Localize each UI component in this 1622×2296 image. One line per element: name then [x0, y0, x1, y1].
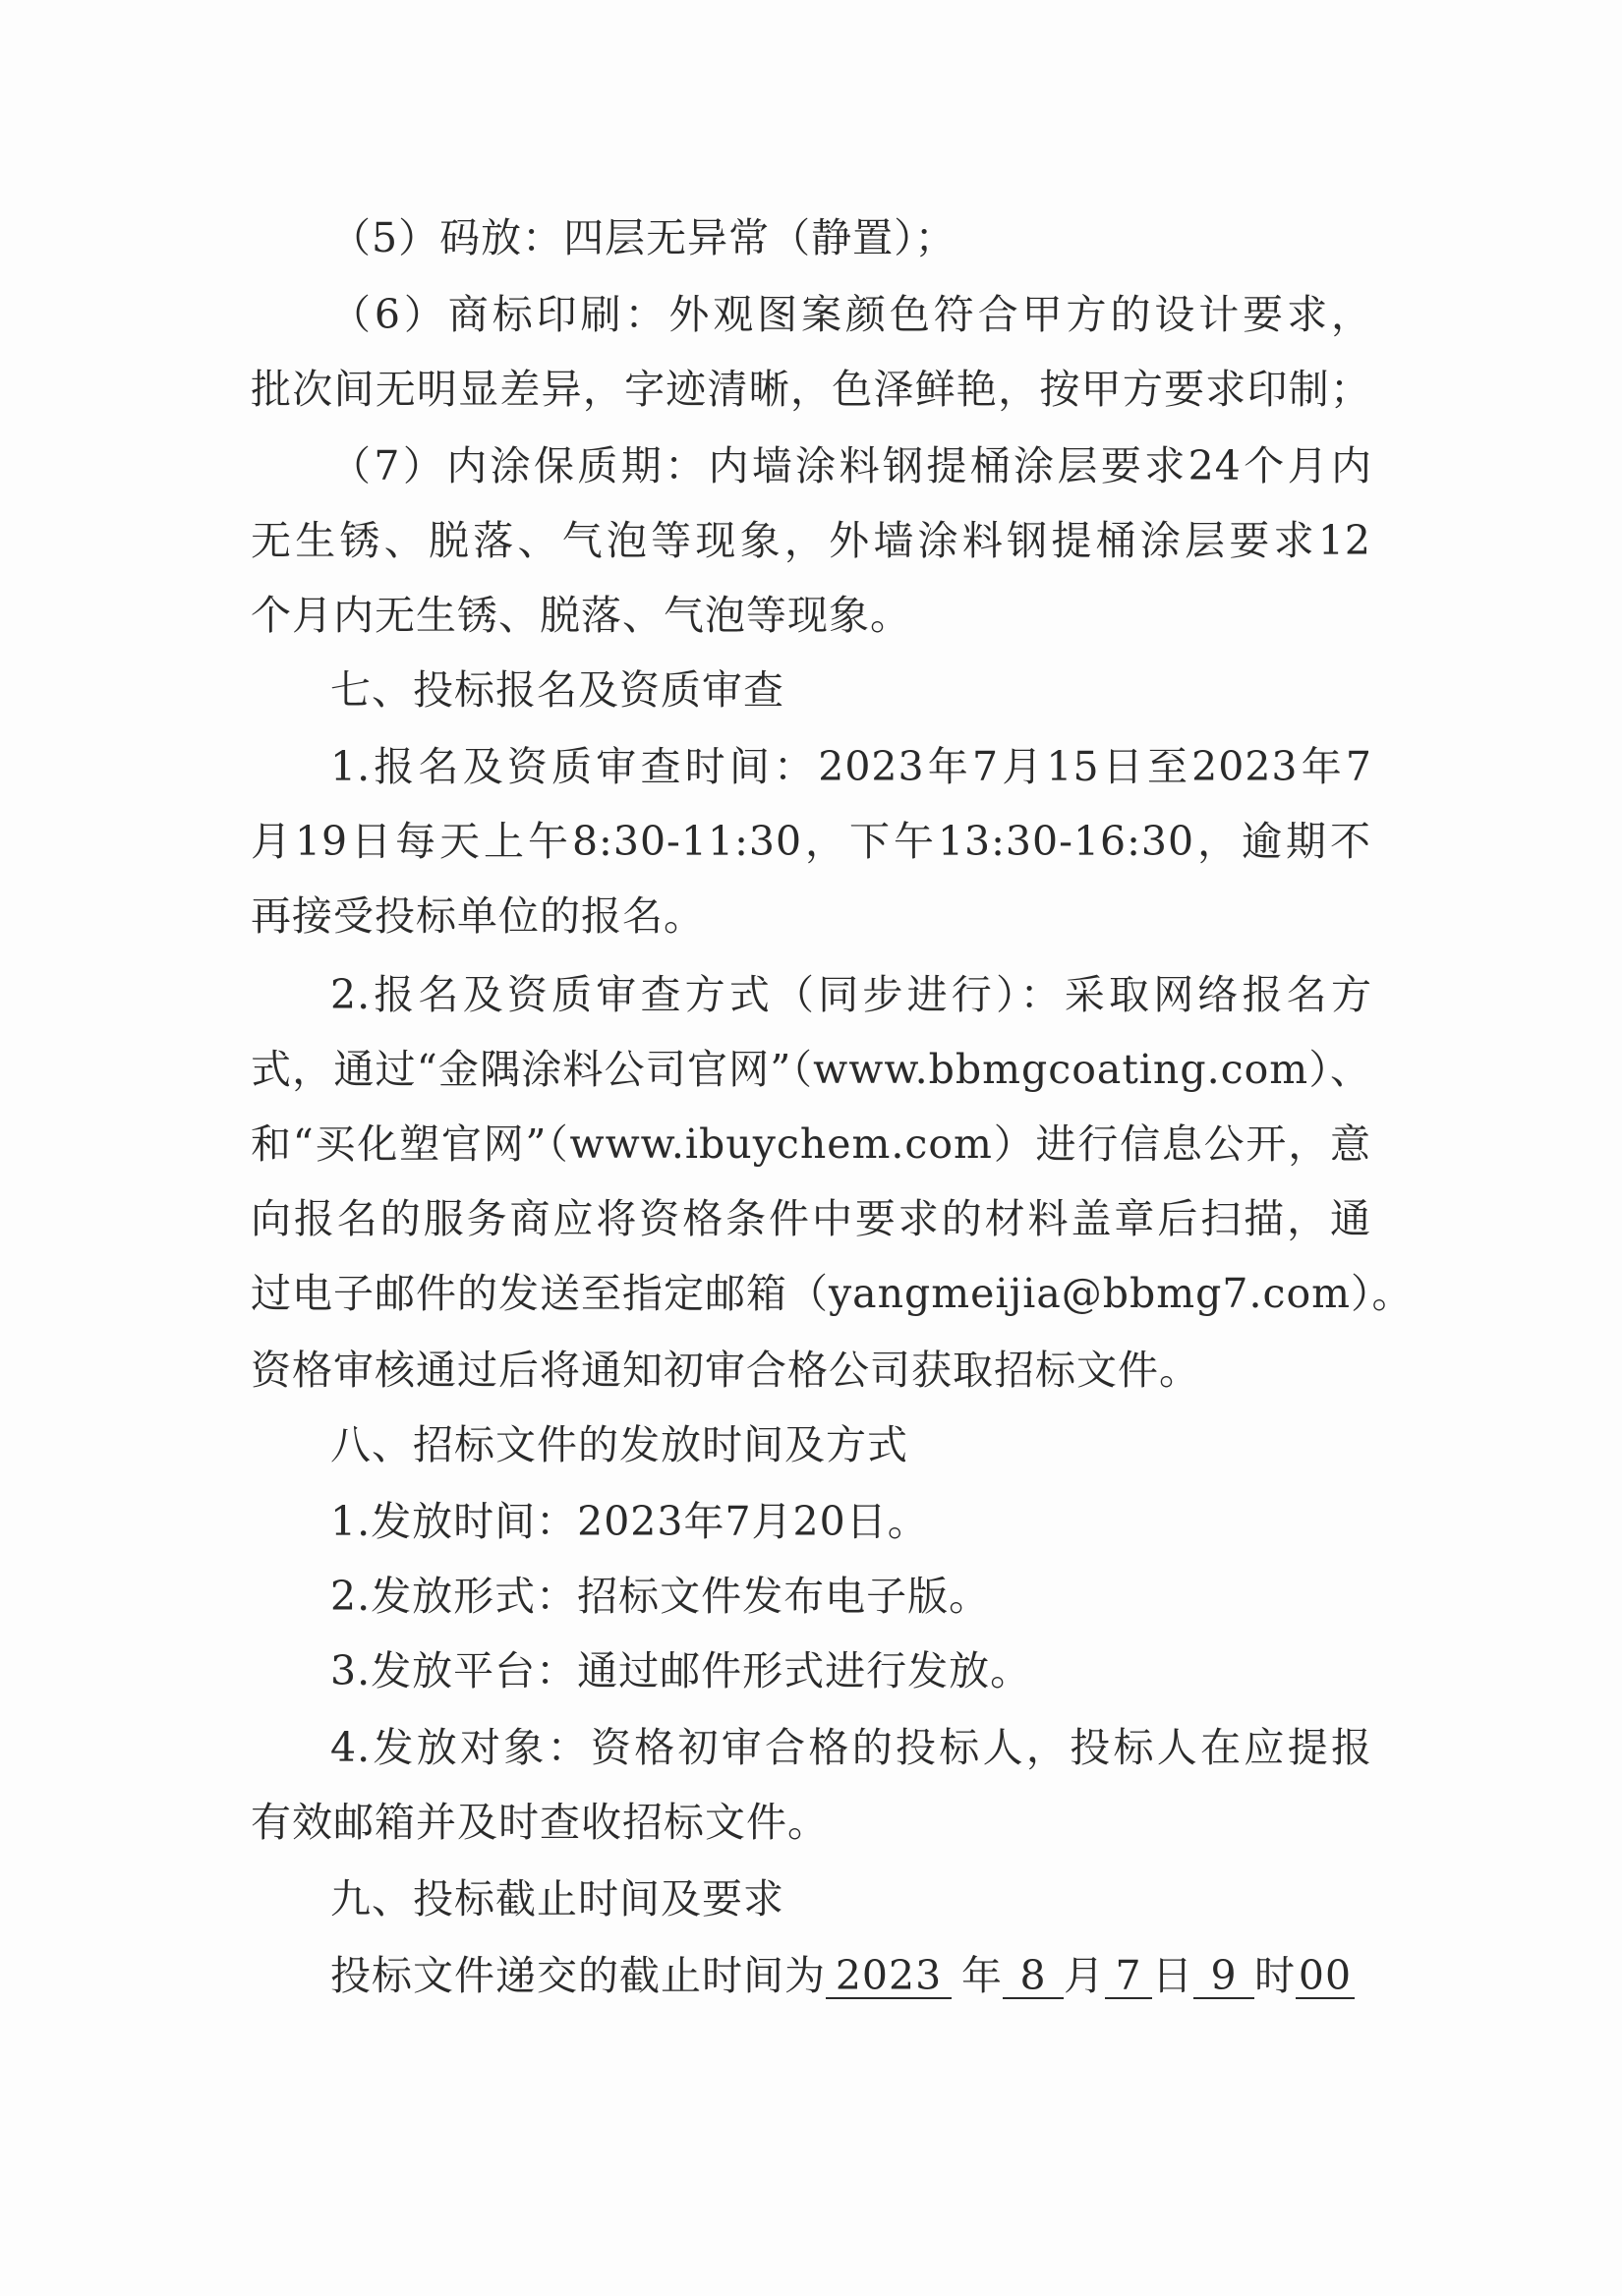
item-7-coating-warranty-cont: 无生锈、脱落、气泡等现象，外墙涂料钢提桶涂层要求12 [251, 517, 1371, 564]
registration-method-end: 资格审核通过后将通知初审合格公司获取招标文件。 [251, 1347, 1200, 1394]
registration-method: 2.报名及资质审查方式（同步进行）：采取网络报名方 [330, 971, 1372, 1018]
deadline-year-unit: 年 [961, 1952, 1003, 1999]
registration-method-email: 过电子邮件的发送至指定邮箱（yangmeijia@bbmg7.com）。 [251, 1270, 1414, 1317]
issue-platform: 3.发放平台：通过邮件形式进行发放。 [330, 1647, 1032, 1694]
section-7-heading: 七、投标报名及资质审查 [330, 666, 784, 714]
registration-method-websites-cont: 和“买化塑官网”（www.ibuychem.com）进行信息公开，意 [251, 1120, 1371, 1168]
item-5-stacking: （5）码放：四层无异常（静置）； [330, 214, 956, 261]
item-6-trademark-printing: （6）商标印刷：外观图案颜色符合甲方的设计要求， [330, 291, 1372, 338]
registration-time-end: 再接受投标单位的报名。 [251, 892, 705, 940]
deadline-month: 8 [1003, 1954, 1064, 1999]
registration-time-cont: 月19日每天上午8:30-11:30，下午13:30-16:30，逾期不 [251, 818, 1371, 865]
registration-time: 1.报名及资质审查时间：2023年7月15日至2023年7 [330, 743, 1372, 790]
deadline-hour-unit: 时 [1254, 1952, 1296, 1999]
deadline-year: 2023 [826, 1954, 952, 1999]
deadline-minute: 00 [1296, 1954, 1355, 1999]
issue-recipients: 4.发放对象：资格初审合格的投标人，投标人在应提报 [330, 1724, 1372, 1771]
item-7-coating-warranty: （7）内涂保质期：内墙涂料钢提桶涂层要求24个月内 [330, 442, 1372, 489]
deadline-prefix: 投标文件递交的截止时间为 [330, 1952, 826, 1999]
deadline-month-unit: 月 [1064, 1952, 1105, 1999]
item-6-trademark-printing-cont: 批次间无明显差异，字迹清晰，色泽鲜艳，按甲方要求印制； [251, 366, 1371, 413]
item-7-coating-warranty-end: 个月内无生锈、脱落、气泡等现象。 [251, 592, 911, 639]
section-9-heading: 九、投标截止时间及要求 [330, 1875, 784, 1923]
deadline-day-unit: 日 [1152, 1952, 1193, 1999]
section-8-heading: 八、招标文件的发放时间及方式 [330, 1421, 908, 1468]
deadline-line [330, 1946, 1372, 2005]
issue-time: 1.发放时间：2023年7月20日。 [330, 1498, 929, 1545]
deadline-hour: 9 [1193, 1954, 1254, 1999]
registration-method-websites: 式，通过“金隅涂料公司官网”（www.bbmgcoating.com）、 [251, 1046, 1371, 1093]
registration-method-materials: 向报名的服务商应将资格条件中要求的材料盖章后扫描，通 [251, 1195, 1371, 1242]
deadline-day: 7 [1105, 1954, 1152, 1999]
issue-form: 2.发放形式：招标文件发布电子版。 [330, 1573, 991, 1620]
issue-recipients-cont: 有效邮箱并及时查收招标文件。 [251, 1799, 829, 1846]
